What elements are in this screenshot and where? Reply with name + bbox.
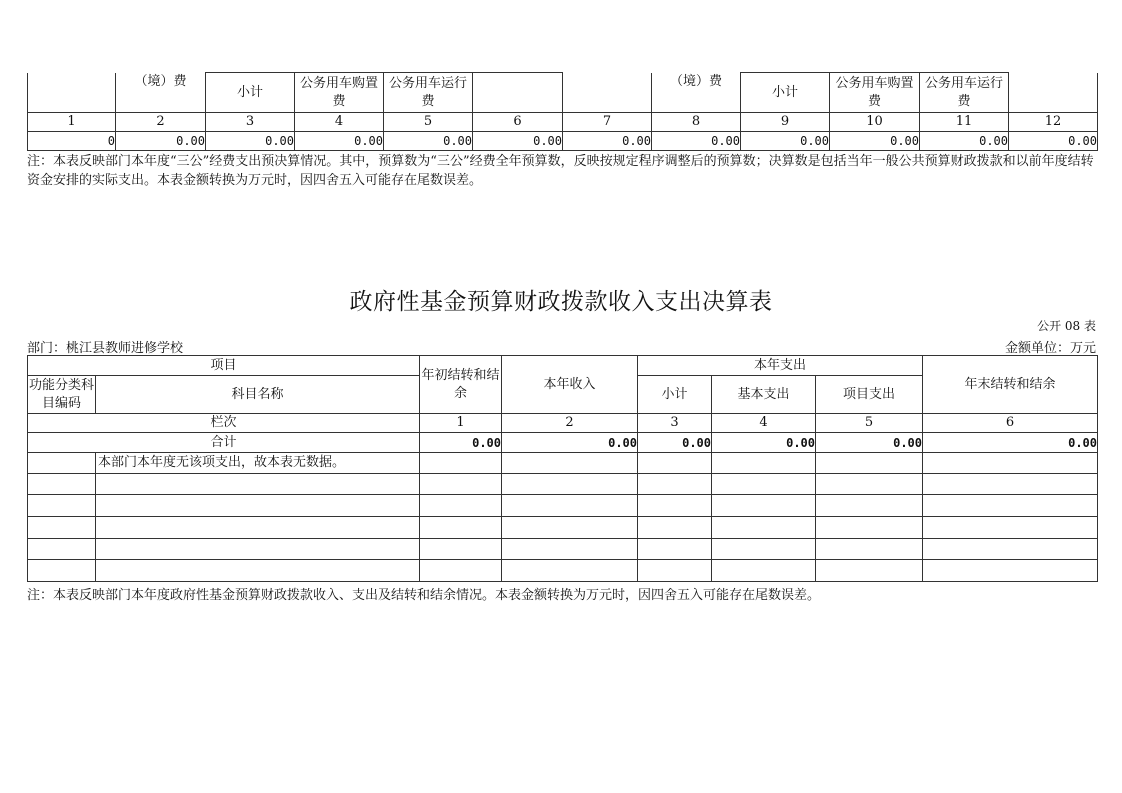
index-cell: 1 <box>28 113 116 132</box>
index-cell: 3 <box>206 113 295 132</box>
table-cell <box>502 474 638 495</box>
table-row <box>28 560 1098 582</box>
top-header-cell: 小计 <box>206 73 295 113</box>
table-cell <box>638 517 712 539</box>
top-header-cell: （境）费 <box>652 73 741 113</box>
table-cell <box>923 539 1098 560</box>
table-cell <box>712 474 816 495</box>
index-cell: 11 <box>920 113 1009 132</box>
top-table-header-row <box>28 73 1098 113</box>
total-label: 合计 <box>28 433 420 453</box>
top-table-index-row <box>28 113 1098 132</box>
table-row <box>28 517 1098 539</box>
top-table-value-row <box>28 132 1098 151</box>
total-value: 0.00 <box>816 433 923 453</box>
table-cell <box>96 517 420 539</box>
func-code-header: 功能分类科目编码 <box>28 376 96 414</box>
index-cell: 9 <box>741 113 830 132</box>
table-cell <box>420 560 502 582</box>
amount-unit-label: 金额单位：万元 <box>1004 341 1096 356</box>
index-cell: 12 <box>1009 113 1098 132</box>
table-cell <box>816 560 923 582</box>
table-cell <box>96 539 420 560</box>
index-cell: 4 <box>712 414 816 433</box>
page-title: 政府性基金预算财政拨款收入支出决算表 <box>349 289 773 315</box>
table-cell <box>96 560 420 582</box>
table-cell <box>923 517 1098 539</box>
table-cell <box>816 453 923 474</box>
subtotal-header: 小计 <box>638 376 712 414</box>
table-cell <box>712 560 816 582</box>
income-header: 本年收入 <box>502 356 638 414</box>
value-cell: 0 <box>28 132 116 151</box>
table-cell <box>28 495 96 517</box>
project-expense-header: 项目支出 <box>816 376 923 414</box>
table-cell <box>28 517 96 539</box>
top-header-cell: 公务用车运行费 <box>384 73 473 113</box>
index-cell: 6 <box>473 113 563 132</box>
table-row <box>28 453 1098 474</box>
table-cell <box>502 495 638 517</box>
table-cell <box>638 474 712 495</box>
total-value: 0.00 <box>420 433 502 453</box>
table-cell <box>712 495 816 517</box>
table-cell <box>816 495 923 517</box>
top-header-cell: 公务用车运行费 <box>920 73 1009 113</box>
index-row <box>28 414 1098 433</box>
table-cell <box>816 474 923 495</box>
value-cell: 0.00 <box>563 132 652 151</box>
table-row <box>28 495 1098 517</box>
table-cell <box>638 539 712 560</box>
value-cell: 0.00 <box>116 132 206 151</box>
top-header-cell: （境）费 <box>116 73 206 113</box>
no-data-text: 本部门本年度无该项支出，故本表无数据。 <box>96 453 420 474</box>
index-cell: 6 <box>923 414 1098 433</box>
index-cell: 10 <box>830 113 920 132</box>
three-public-expense-note: 注：本表反映部门本年度“三公”经费支出预决算情况。其中，预算数为“三公”经费全年预算数，反映按规定程序调整后的预算数；决算数是包括当年一般公共预算财政拨款和以前年度结转资金安排的实际支出。本表金额转换为万元时，因四舍五入可能存在尾数误差。 <box>27 154 1094 188</box>
index-cell: 5 <box>816 414 923 433</box>
table-cell <box>420 517 502 539</box>
value-cell: 0.00 <box>920 132 1009 151</box>
table-cell <box>28 539 96 560</box>
table-cell <box>638 453 712 474</box>
index-cell: 3 <box>638 414 712 433</box>
table-cell <box>28 474 96 495</box>
index-cell: 2 <box>116 113 206 132</box>
table-cell <box>96 495 420 517</box>
table-cell <box>923 453 1098 474</box>
government-fund-table <box>27 355 1098 582</box>
table-cell <box>502 453 638 474</box>
table-cell <box>502 560 638 582</box>
table-cell <box>712 517 816 539</box>
table-cell <box>923 474 1098 495</box>
table-cell <box>712 539 816 560</box>
index-cell: 4 <box>295 113 384 132</box>
top-header-cell: 公务用车购置费 <box>295 73 384 113</box>
value-cell: 0.00 <box>473 132 563 151</box>
table-cell <box>923 495 1098 517</box>
index-cell: 7 <box>563 113 652 132</box>
header-row-1 <box>28 356 1098 376</box>
top-header-cell: 公务用车购置费 <box>830 73 920 113</box>
table-cell <box>923 560 1098 582</box>
index-cell: 5 <box>384 113 473 132</box>
top-header-cell: 小计 <box>741 73 830 113</box>
value-cell: 0.00 <box>652 132 741 151</box>
form-code: 公开 08 表 <box>1037 319 1096 333</box>
table-cell <box>638 560 712 582</box>
value-cell: 0.00 <box>206 132 295 151</box>
index-cell: 8 <box>652 113 741 132</box>
three-public-expense-table <box>27 72 1098 151</box>
value-cell: 0.00 <box>830 132 920 151</box>
table-cell <box>96 474 420 495</box>
total-value: 0.00 <box>638 433 712 453</box>
table-cell <box>420 539 502 560</box>
value-cell: 0.00 <box>1009 132 1098 151</box>
table-row <box>28 539 1098 560</box>
index-cell: 2 <box>502 414 638 433</box>
total-value: 0.00 <box>923 433 1098 453</box>
table-cell <box>28 560 96 582</box>
table-row <box>28 474 1098 495</box>
top-header-cell <box>28 73 116 113</box>
table-cell <box>712 453 816 474</box>
total-value: 0.00 <box>502 433 638 453</box>
table-cell <box>420 474 502 495</box>
basic-expense-header: 基本支出 <box>712 376 816 414</box>
total-value: 0.00 <box>712 433 816 453</box>
department-label: 部门：桃江县教师进修学校 <box>27 341 184 356</box>
top-header-cell <box>563 73 652 113</box>
table-cell <box>502 517 638 539</box>
table-cell <box>638 495 712 517</box>
row-index-label: 栏次 <box>28 414 420 433</box>
value-cell: 0.00 <box>384 132 473 151</box>
table-cell <box>502 539 638 560</box>
top-header-cell <box>1009 73 1098 113</box>
subject-name-header: 科目名称 <box>96 376 420 414</box>
total-row <box>28 433 1098 453</box>
carryover-end-header: 年末结转和结余 <box>923 356 1098 414</box>
value-cell: 0.00 <box>295 132 384 151</box>
table-cell <box>816 517 923 539</box>
expense-header: 本年支出 <box>638 356 923 376</box>
index-cell: 1 <box>420 414 502 433</box>
table-cell <box>28 453 96 474</box>
table-cell <box>420 453 502 474</box>
table-cell <box>420 495 502 517</box>
government-fund-note: 注：本表反映部门本年度政府性基金预算财政拨款收入、支出及结转和结余情况。本表金额转换为万元时，因四舍五入可能存在尾数误差。 <box>27 588 821 603</box>
value-cell: 0.00 <box>741 132 830 151</box>
carryover-begin-header: 年初结转和结余 <box>420 356 502 414</box>
item-header: 项目 <box>28 356 420 376</box>
table-cell <box>816 539 923 560</box>
top-header-cell <box>473 73 563 113</box>
